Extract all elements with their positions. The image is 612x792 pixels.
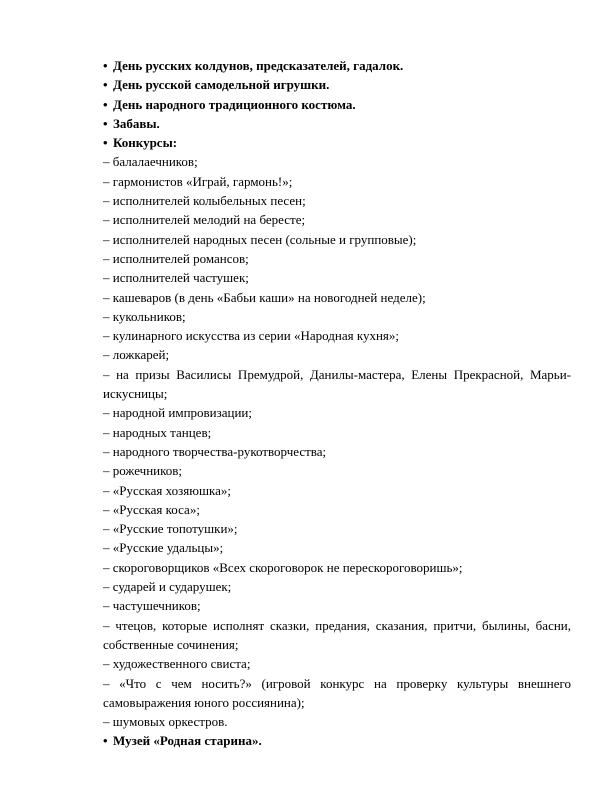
contest-item: – сударей и сударушек; (103, 579, 232, 595)
contest-item: – исполнителей мелодий на бересте; (103, 212, 306, 228)
bullet-item: • Забавы. (103, 114, 571, 133)
contest-item: – рожечников; (103, 463, 183, 479)
bullet-item: • День русских колдунов, предсказателей, гадалок. (103, 56, 571, 75)
bullet-mark: • (103, 96, 108, 112)
contest-item: – «Что с чем носить?» (игровой конкурс на проверку культуры внешнего самовыражения юного россиянина); (103, 675, 571, 710)
document-page (103, 56, 571, 751)
bullet-mark: • (103, 77, 108, 93)
contest-item: – шумовых оркестров. (103, 714, 228, 730)
contest-item: – художественного свиста; (103, 656, 251, 672)
contest-item: – «Русские топотушки»; (103, 521, 238, 537)
contest-item: – исполнителей народных песен (сольные и групповые); (103, 231, 417, 247)
contest-item: – чтецов, которые исполнят сказки, предания, сказания, притчи, былины, басни, собственные сочинения; (103, 617, 571, 652)
contest-item: – гармонистов «Играй, гармонь!»; (103, 173, 293, 189)
contest-item: – «Русские удальцы»; (103, 540, 224, 556)
contest-item: – «Русская коса»; (103, 501, 200, 517)
contest-item: – частушечников; (103, 598, 201, 614)
contest-item: – народного творчества-рукотворчества; (103, 443, 327, 459)
bullet-mark: • (103, 58, 108, 73)
contest-item: – ложкарей; (103, 347, 170, 363)
bullet-mark: • (103, 733, 108, 749)
bullet-item: • День русской самодельной игрушки. (103, 75, 571, 94)
contest-item: – кулинарного искусства из серии «Народная кухня»; (103, 328, 400, 344)
contest-item: – «Русская хозяюшка»; (103, 482, 231, 498)
contest-item: – балалаечников; (103, 154, 198, 170)
bullet-item: • Конкурсы: (103, 133, 571, 152)
contest-item: – народных танцев; (103, 424, 212, 440)
bullet-item: • День народного традиционного костюма. (103, 95, 571, 114)
contest-item: – исполнителей частушек; (103, 270, 249, 286)
bullet-mark: • (103, 115, 108, 131)
bullet-mark: • (103, 135, 108, 151)
bullet-item-museum: • Музей «Родная старина». (103, 731, 571, 750)
contest-item: – на призы Василисы Премудрой, Данилы-мастера, Елены Прекрасной, Марьи-искусницы; (103, 366, 571, 402)
contest-item: – народной импровизации; (103, 405, 253, 421)
contest-item: – исполнителей романсов; (103, 250, 249, 266)
contest-item: – кашеваров (в день «Бабьи каши» на новогодней неделе); (103, 289, 426, 305)
contest-item: – кукольников; (103, 308, 186, 324)
contest-item: – скороговорщиков «Всех скороговорок не перескороговоришь»; (103, 559, 463, 575)
contest-item: – исполнителей колыбельных песен; (103, 193, 306, 209)
